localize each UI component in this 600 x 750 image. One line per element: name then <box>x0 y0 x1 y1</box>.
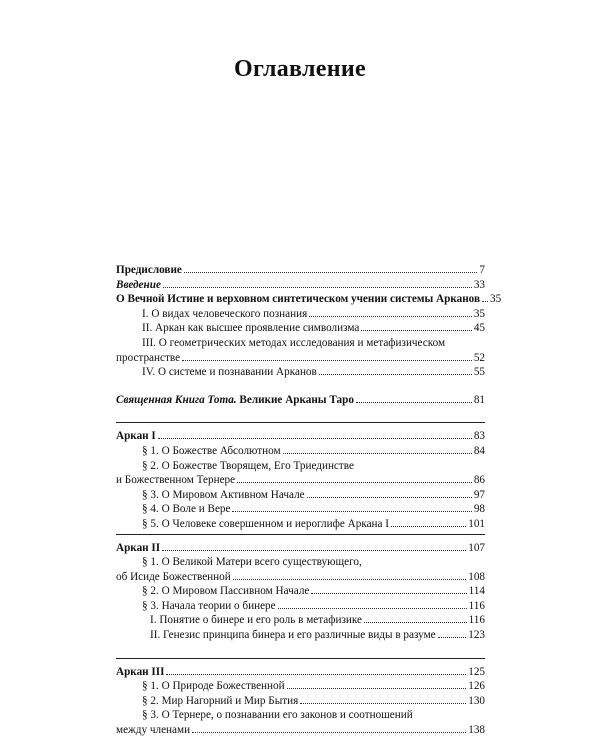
toc-entry-a3-s1[interactable] <box>116 679 485 694</box>
page-number: 114 <box>468 585 485 598</box>
entry-label: IV. О системе и познавании Арканов <box>142 366 317 379</box>
page-number: 101 <box>468 517 485 530</box>
leader-dots <box>283 453 472 454</box>
toc-entry-a2-s3-ii[interactable] <box>116 628 485 643</box>
page-number: 33 <box>473 278 485 291</box>
page-number: 55 <box>473 366 485 379</box>
toc-entry-a2-s3-i[interactable] <box>116 613 485 628</box>
toc-entry-book-of-thoth[interactable] <box>116 393 485 408</box>
toc-entry-a3-s3-line1: § 3. О Тернере, о познавании его законов и соотношений <box>142 709 413 722</box>
entry-label: § 2. О Мировом Пассивном Начале <box>142 585 310 598</box>
page-number: 35 <box>490 293 502 306</box>
toc-entry-symbolism[interactable] <box>116 321 485 336</box>
entry-label: Аркан II <box>116 541 161 554</box>
entry-label: I. О видах человеческого познания <box>142 307 308 320</box>
page-number: 126 <box>468 680 485 693</box>
entry-label: II. Генезис принципа бинера и его различные виды в разуме <box>150 629 436 642</box>
toc-entry-a2-s1-line1: § 1. О Великой Матери всего существующего, <box>142 556 362 569</box>
leader-dots <box>307 497 472 498</box>
section-divider <box>116 422 485 429</box>
page-number: 35 <box>473 307 485 320</box>
toc-entry-geometry-line1: III. О геометрических методах исследования и метафизическом <box>142 336 446 349</box>
section-divider <box>116 658 485 665</box>
page-number: 107 <box>468 541 485 554</box>
page-number: 7 <box>479 264 485 276</box>
entry-label: О Вечной Истине и верховном синтетическом учении системы Арканов <box>116 293 480 306</box>
section-divider <box>116 534 485 541</box>
section-gap <box>116 643 485 656</box>
leader-dots <box>182 360 472 361</box>
entry-label: Предисловие <box>116 264 182 276</box>
page-number: 125 <box>468 665 485 678</box>
section-gap <box>116 380 485 393</box>
leader-dots <box>192 732 466 733</box>
leader-dots <box>356 402 472 403</box>
page-number: 130 <box>468 694 485 707</box>
entry-label-bold: Великие Арканы Таро <box>236 393 354 406</box>
page-number: 84 <box>473 444 485 457</box>
entry-label: Введение <box>116 278 161 291</box>
toc-entry-arcanum-2[interactable] <box>116 541 485 556</box>
toc-entry-a2-s2[interactable] <box>116 584 485 599</box>
page-number: 45 <box>473 322 485 335</box>
toc-entry-a3-s3[interactable] <box>116 723 485 738</box>
entry-label: I. Понятие о бинере и его роль в метафизике <box>150 614 362 627</box>
entry-label: § 5. О Человеке совершенном и иероглифе Аркана I <box>142 517 390 530</box>
page-number: 52 <box>473 351 485 364</box>
page-number: 83 <box>473 430 485 443</box>
leader-dots <box>309 316 472 317</box>
page-number: 123 <box>468 629 485 642</box>
page-number: 116 <box>468 614 485 627</box>
page-number: 116 <box>468 599 485 612</box>
leader-dots <box>233 579 466 580</box>
entry-label: § 2. Мир Нагорний и Мир Бытия <box>142 694 299 707</box>
toc-entry-arcanum-1[interactable] <box>116 429 485 444</box>
leader-dots <box>162 550 466 551</box>
leader-dots <box>163 287 472 288</box>
toc-entry-preface[interactable] <box>116 263 485 278</box>
entry-label: об Исиде Божественной <box>116 570 231 583</box>
leader-dots <box>319 374 472 375</box>
page-number: 108 <box>468 570 485 583</box>
entry-label: Аркан I <box>116 430 156 443</box>
page-title: Оглавление <box>234 56 366 82</box>
page-number: 138 <box>468 724 485 737</box>
page-number: 86 <box>473 474 485 487</box>
entry-label: и Божественном Тернере <box>116 474 236 487</box>
leader-dots <box>287 688 467 689</box>
toc-entry-a2-s3[interactable] <box>116 599 485 614</box>
leader-dots <box>232 511 471 512</box>
toc-entry-knowledge[interactable] <box>116 307 485 322</box>
toc-entry-a1-s2-line1: § 2. О Божестве Творящем, Его Триединстве <box>142 459 354 472</box>
toc-entry-a1-s5[interactable] <box>116 517 485 532</box>
toc-entry-a1-s2[interactable] <box>116 473 485 488</box>
entry-label: § 3. Начала теории о бинере <box>142 599 276 612</box>
toc-entry-a1-s3[interactable] <box>116 488 485 503</box>
leader-dots <box>361 330 471 331</box>
entry-label: § 4. О Воле и Вере <box>142 503 231 516</box>
leader-dots <box>482 301 488 302</box>
leader-dots <box>278 608 467 609</box>
entry-label: Аркан III <box>116 665 165 678</box>
leader-dots <box>311 593 466 594</box>
entry-label: между членами <box>116 724 191 737</box>
toc-entry-arcanum-3[interactable] <box>116 665 485 680</box>
section-gap <box>116 407 485 420</box>
entry-label: II. Аркан как высшее проявление символизма <box>142 322 360 335</box>
entry-label: § 1. О Природе Божественной <box>142 680 285 693</box>
toc-entry-system[interactable] <box>116 365 485 380</box>
entry-label-italic: Священная Книга Тота. <box>116 393 237 406</box>
toc-entry-a1-s4[interactable] <box>116 502 485 517</box>
toc-entry-a3-s2[interactable] <box>116 694 485 709</box>
entry-label <box>116 393 354 408</box>
leader-dots <box>237 482 472 483</box>
leader-dots <box>166 674 466 675</box>
toc-entry-intro[interactable] <box>116 278 485 293</box>
leader-dots <box>438 637 467 638</box>
leader-dots <box>364 622 467 623</box>
toc-entry-a1-s1[interactable] <box>116 444 485 459</box>
entry-label: пространстве <box>116 351 181 364</box>
toc-entry-a2-s1[interactable] <box>116 570 485 585</box>
entry-label: § 1. О Божестве Абсолютном <box>142 444 281 457</box>
page-number: 97 <box>473 488 485 501</box>
entry-label: § 3. О Мировом Активном Начале <box>142 488 305 501</box>
page-number: 98 <box>473 503 485 516</box>
toc-entry-geometry[interactable] <box>116 351 485 366</box>
toc-entry-eternal-truth[interactable] <box>116 292 502 307</box>
table-of-contents <box>116 263 502 738</box>
leader-dots <box>158 438 472 439</box>
leader-dots <box>184 272 478 273</box>
page-number: 81 <box>473 393 485 406</box>
leader-dots <box>391 526 466 527</box>
leader-dots <box>300 703 466 704</box>
